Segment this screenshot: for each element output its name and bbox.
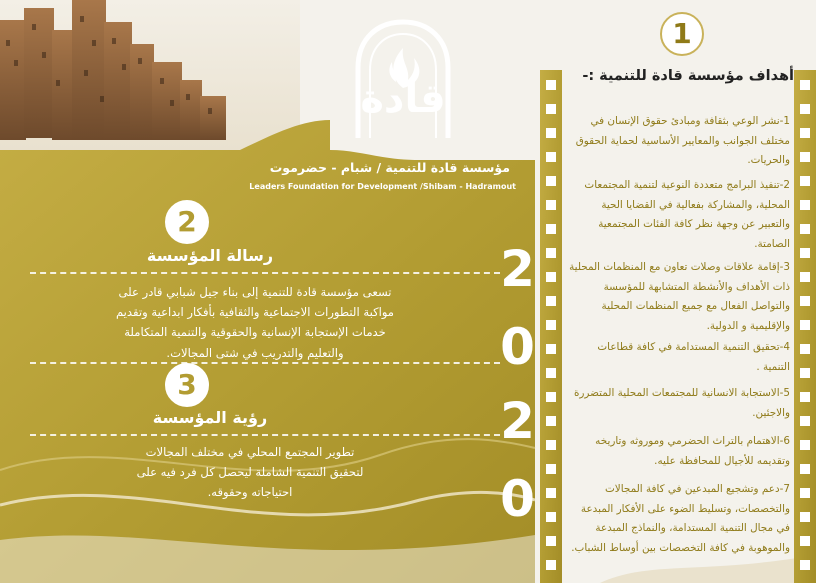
goal-item: 1-نشر الوعي بثقافة ومبادئ حقوق الإنسان في مختلف الجوانب والمعايير الأساسية لحماية الحقوق والحريات. xyxy=(575,115,790,166)
section-2-number: 2 xyxy=(177,205,197,238)
year-digit: 2 xyxy=(500,240,535,298)
logo-name: قادة xyxy=(360,76,446,122)
section-2-text xyxy=(20,282,490,363)
section-2-badge xyxy=(165,200,209,244)
year-digit: 0 xyxy=(500,470,535,528)
goal-item: 3-إقامة علاقات وصلات تعاون مع المنظمات المحلية ذات الأهداف والأنشطة المتشابهة للمؤسسة والتواصل الفعال مع جميع المنظمات المحلية والإقليمية و الدولية. xyxy=(569,261,790,332)
section-3-number: 3 xyxy=(177,368,197,401)
goal-item: 2-تنفيذ البرامج متعددة النوعية لتنمية المجتمعات المحلية، والمشاركة بفعالية في القضايا الحية والتعبير عن وجهة نظر كافة الفئات المجتمعية الصامتة. xyxy=(584,179,790,250)
section-2-line: تسعى مؤسسة قادة للتنمية إلى بناء جيل شبابي قادر على xyxy=(118,285,392,299)
divider-line xyxy=(30,434,500,436)
section-3-badge xyxy=(165,363,209,407)
year-digit: 2 xyxy=(500,392,535,450)
org-name-ar: مؤسسة قادة للتنمية / شبام - حضرموت xyxy=(269,160,510,175)
divider-line xyxy=(30,272,500,274)
divider-line xyxy=(30,362,500,364)
section-2-line: مواكبة التطورات الاجتماعية والثقافية بأفكار ابداعية وتقديم xyxy=(115,305,395,320)
org-name-en: Leaders Foundation for Development /Shibam - Hadramout xyxy=(249,182,516,191)
section-3-line: تطوير المجتمع المحلي في مختلف المجالات xyxy=(145,445,355,459)
goal-item: 4-تحقيق التنمية المستدامة في كافة قطاعات التنمية . xyxy=(597,341,790,373)
section-3-line: احتياجاته وحقوقه. xyxy=(207,485,293,500)
section-2-title: رسالة المؤسسة xyxy=(146,246,274,265)
section-1-number: 1 xyxy=(672,17,692,50)
goal-item: 7-دعم وتشجيع المبدعين في كافة المجالات والتخصصات، وتسليط الضوء على الأفكار المبدعة في مجال التنمية المستدامة، والنماذج المبدعة والموهوبة في كافة التخصصات بين أوساط الشباب. xyxy=(571,483,790,554)
section-3-line: لتحقيق التنمية الشاملة ليحصل كل فرد فيه على xyxy=(136,465,364,480)
section-3-title: رؤية المؤسسة xyxy=(152,408,268,427)
section-2-line: خدمات الإستجابة الإنسانية والحقوقية والتنمية المتكاملة xyxy=(124,325,386,340)
film-strip-right xyxy=(800,80,810,580)
section-3-text xyxy=(60,442,440,503)
section-1-badge xyxy=(660,12,704,56)
section-1-title: أهداف مؤسسة قادة للتنمية :- xyxy=(582,68,794,84)
section-2-line: والتعليم والتدريب في شتى المجالات. xyxy=(166,345,344,360)
film-strip-left xyxy=(546,80,556,580)
goal-item: 5-الاستجابة الانسانية للمجتمعات المحلية المتضررة والاجئين. xyxy=(573,387,790,419)
year-digit: 0 xyxy=(500,318,535,376)
goal-item: 6-الاهتمام بالتراث الحضرمي وموروثه وتاريخه وتقديمه للأجيال للمحافظة عليه. xyxy=(595,435,790,467)
